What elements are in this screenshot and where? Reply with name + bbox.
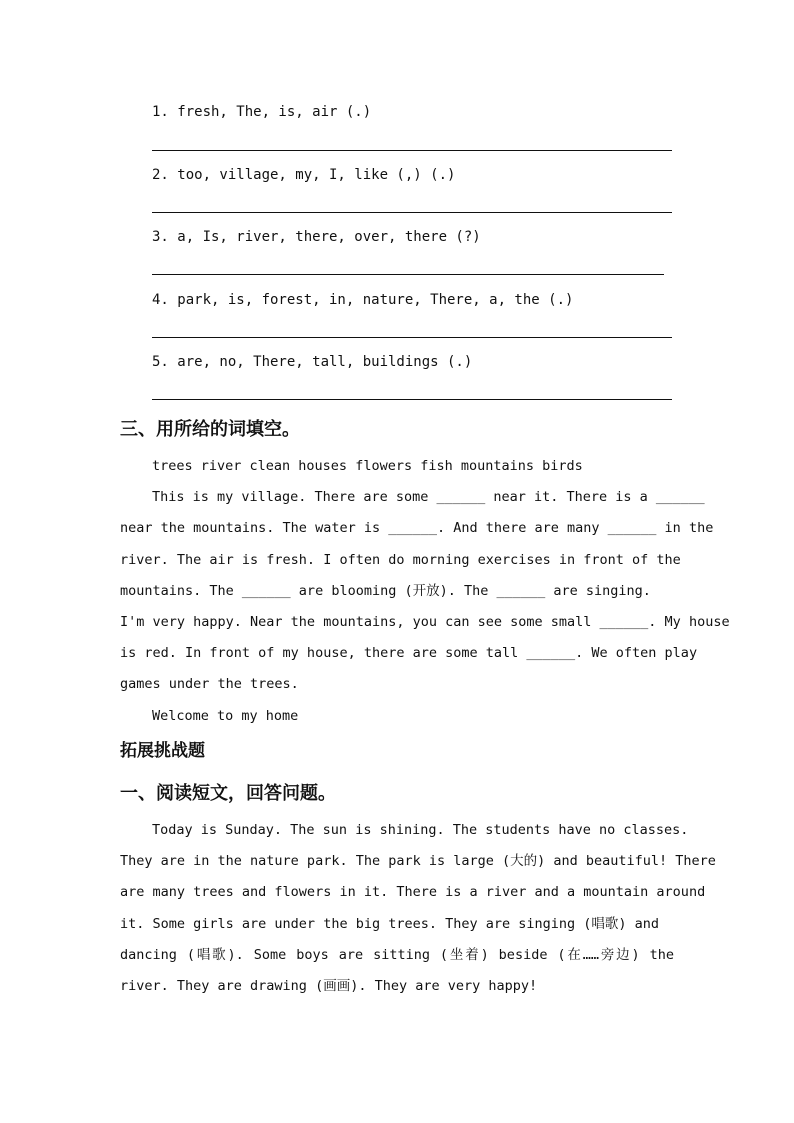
- reading-line-3: are many trees and flowers in it. There is a river and a mountain around: [120, 884, 706, 900]
- section-3-heading: 三、用所给的词填空。: [120, 419, 300, 440]
- word-bank: trees river clean houses flowers fish mountains birds: [152, 458, 583, 474]
- question-3: 3. a, Is, river, there, over, there (?): [152, 229, 481, 245]
- reading-line-6: river. They are drawing (画画). They are very happy!: [120, 978, 538, 994]
- answer-line-2[interactable]: [152, 212, 672, 213]
- reading-heading: 一、阅读短文，回答问题。: [120, 783, 336, 804]
- cloze-line-6: is red. In front of my house, there are some tall ______. We often play: [120, 645, 698, 661]
- reading-line-5: dancing (唱歌). Some boys are sitting (坐着) beside (在……旁边) the: [120, 947, 674, 963]
- cloze-line-1: This is my village. There are some ______ near it. There is a ______: [152, 489, 705, 505]
- cloze-line-2: near the mountains. The water is ______. And there are many ______ in the: [120, 520, 714, 536]
- question-4: 4. park, is, forest, in, nature, There, a, the (.): [152, 292, 574, 308]
- cloze-line-7: games under the trees.: [120, 676, 299, 692]
- question-2: 2. too, village, my, I, like (,) (.): [152, 167, 456, 183]
- extension-heading: 拓展挑战题: [120, 741, 205, 761]
- answer-line-5[interactable]: [152, 399, 672, 400]
- reading-line-2: They are in the nature park. The park is large (大的) and beautiful! There: [120, 853, 716, 869]
- cloze-line-3: river. The air is fresh. I often do morning exercises in front of the: [120, 552, 681, 568]
- cloze-closing: Welcome to my home: [152, 708, 299, 724]
- question-5: 5. are, no, There, tall, buildings (.): [152, 354, 473, 370]
- answer-line-4[interactable]: [152, 337, 672, 338]
- cloze-line-5: I'm very happy. Near the mountains, you can see some small ______. My house: [120, 614, 730, 630]
- answer-line-1[interactable]: [152, 150, 672, 151]
- question-1: 1. fresh, The, is, air (.): [152, 104, 372, 120]
- cloze-line-4: mountains. The ______ are blooming (开放). The ______ are singing.: [120, 583, 651, 599]
- answer-line-3[interactable]: [152, 274, 664, 275]
- reading-line-1: Today is Sunday. The sun is shining. The students have no classes.: [152, 822, 689, 838]
- reading-line-4: it. Some girls are under the big trees. They are singing (唱歌) and: [120, 916, 660, 932]
